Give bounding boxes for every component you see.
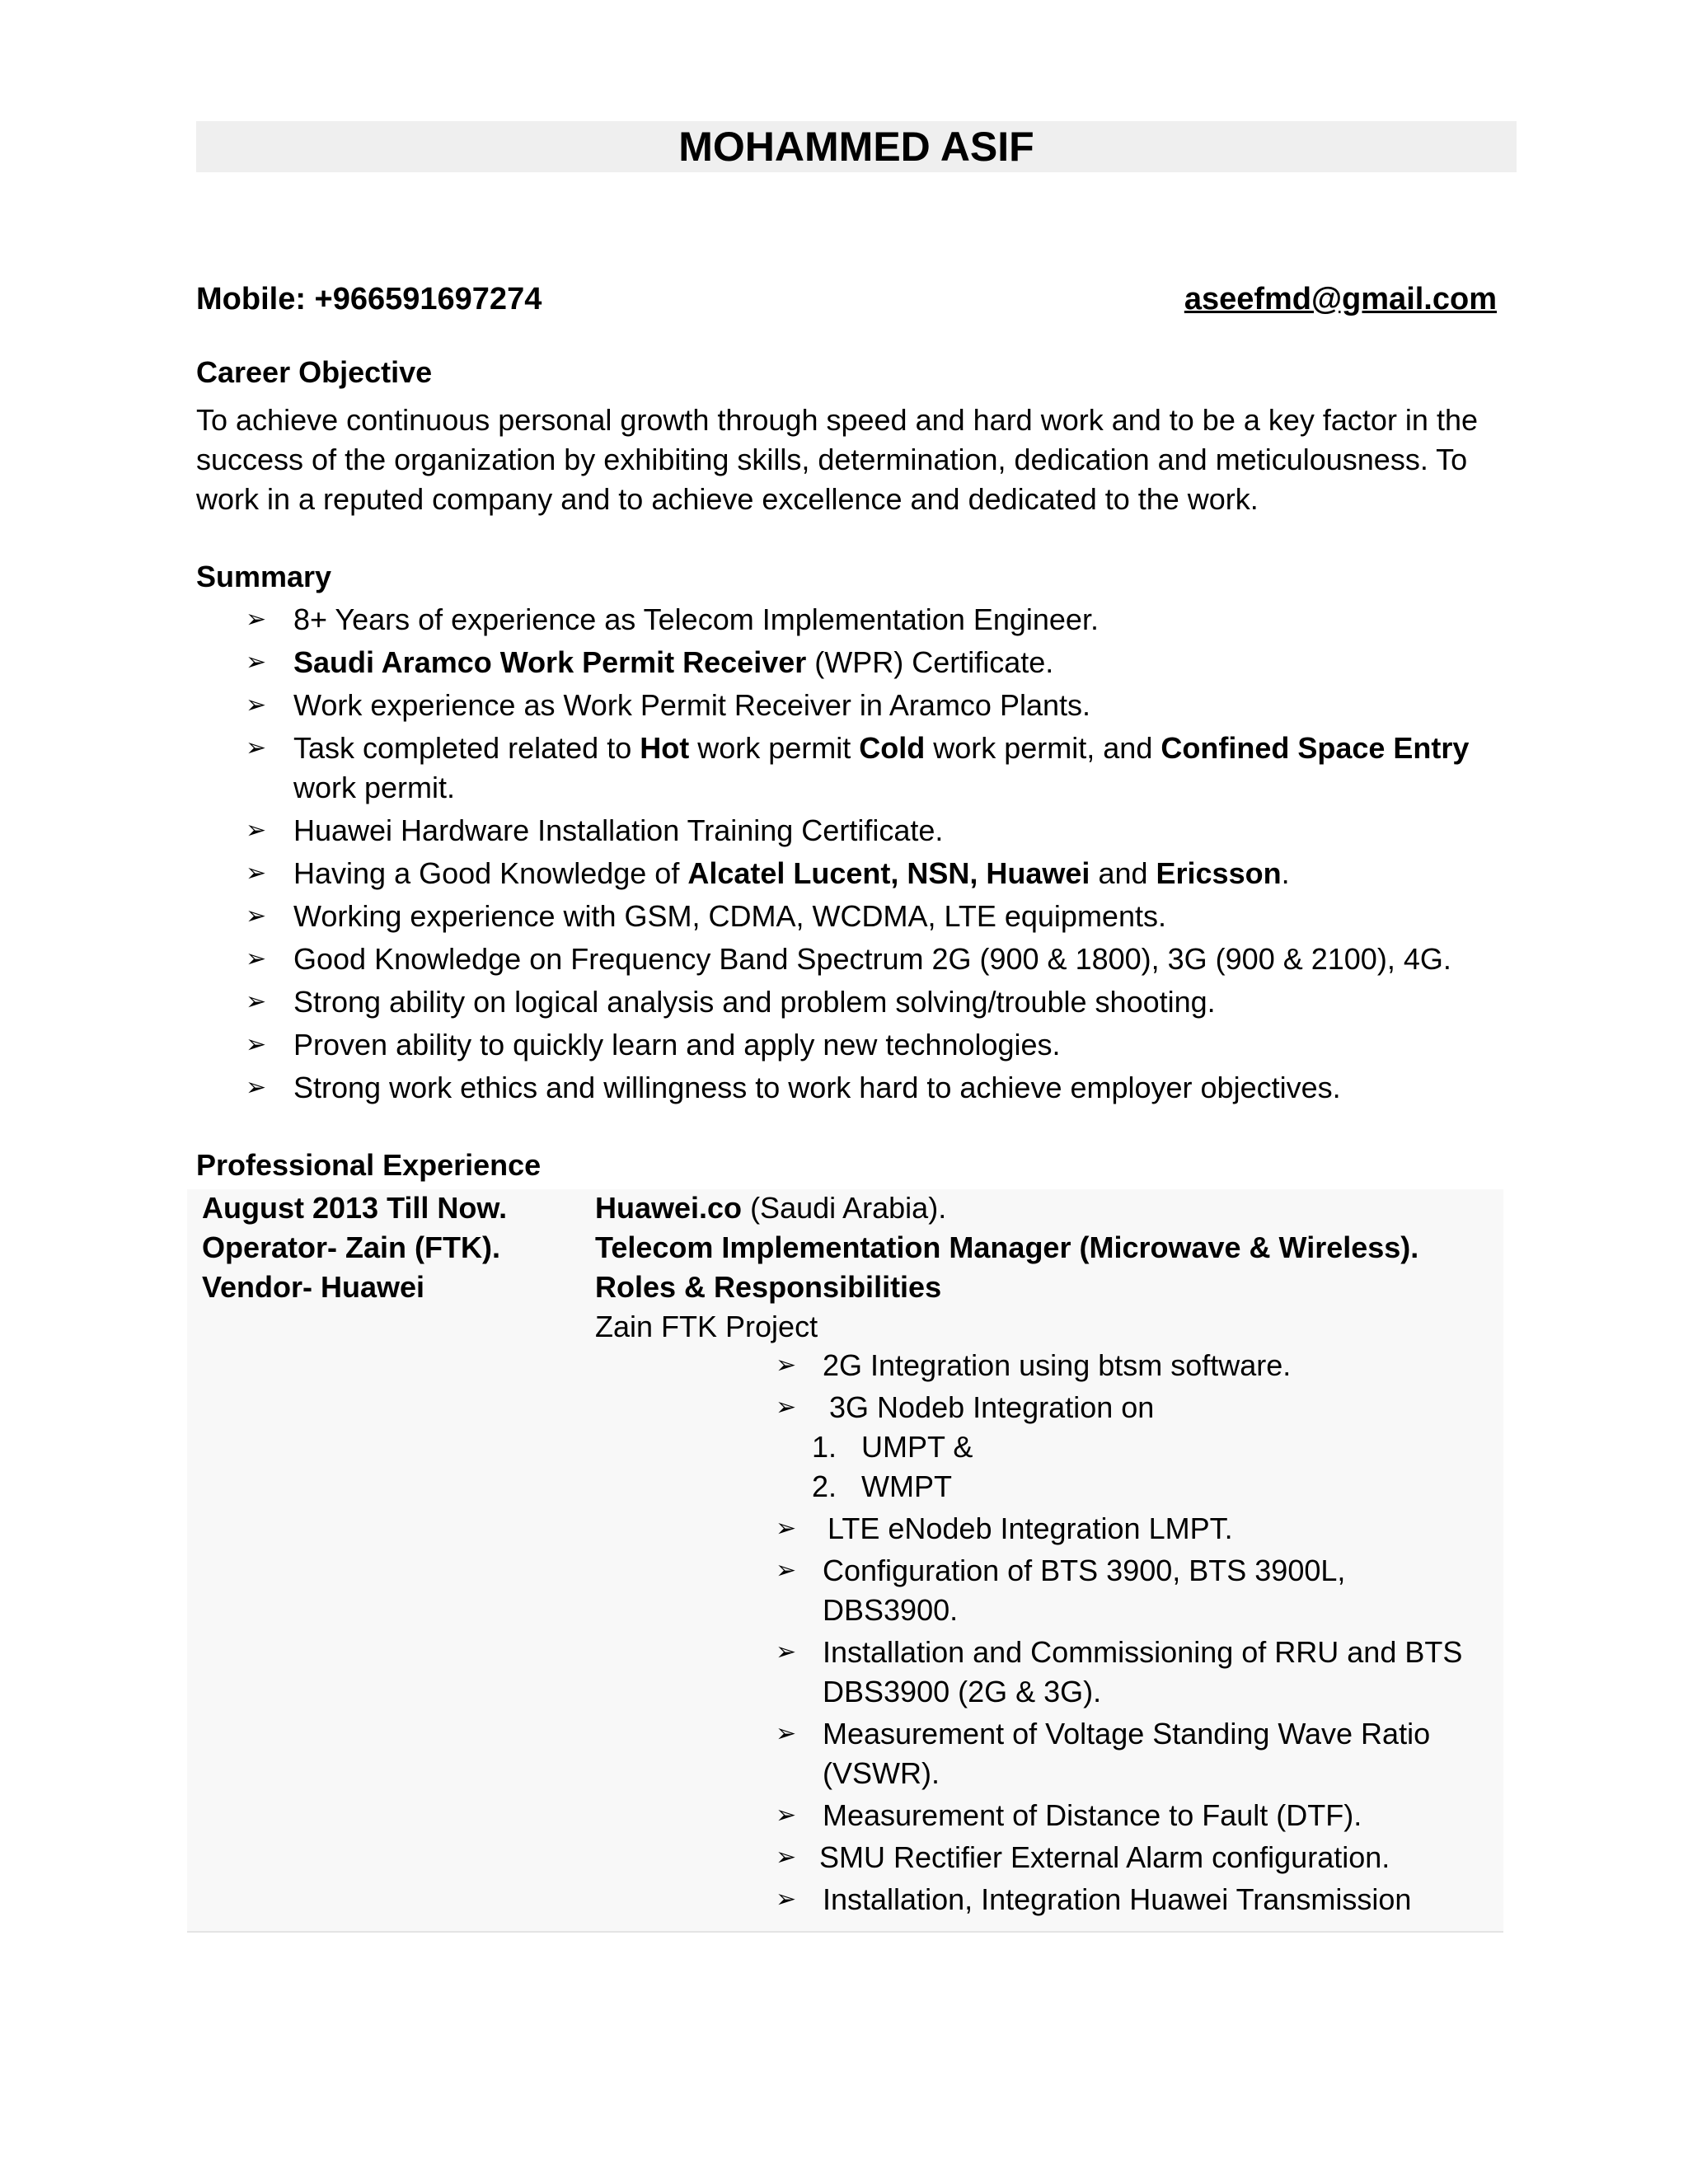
duties-list	[771, 1346, 1488, 1922]
company-name: Huawei.co	[595, 1191, 743, 1225]
arrow-bullet-icon: ➢	[776, 1394, 797, 1421]
arrow-bullet-icon: ➢	[776, 1720, 797, 1747]
arrow-bullet-icon: ➢	[246, 860, 267, 887]
email-link[interactable]: aseefmd@gmail.com	[1184, 282, 1497, 316]
arrow-bullet-icon: ➢	[246, 817, 267, 844]
summary-list	[196, 600, 1531, 1111]
summary-item: ➢ Working experience with GSM, CDMA, WCDMA, LTE equipments.	[196, 897, 1531, 936]
summary-item: ➢ Huawei Hardware Installation Training Certificate.	[196, 811, 1531, 851]
project-name: Zain FTK Project	[595, 1310, 818, 1343]
summary-item: ➢ Task completed related to Hot work permit Cold work permit, and Confined Space Entry work permit.	[196, 729, 1531, 808]
experience-meta	[202, 1188, 507, 1307]
summary-item: ➢ Saudi Aramco Work Permit Receiver (WPR) Certificate.	[196, 643, 1531, 682]
sub-item: 2. WMPT	[812, 1469, 952, 1503]
experience-details	[595, 1188, 1485, 1347]
arrow-bullet-icon: ➢	[776, 1557, 797, 1584]
duty-item: ➢ Measurement of Voltage Standing Wave Ratio (VSWR).	[771, 1714, 1488, 1793]
vendor: Vendor- Huawei	[202, 1270, 425, 1304]
arrow-bullet-icon: ➢	[246, 606, 267, 633]
operator: Operator- Zain (FTK).	[202, 1230, 500, 1264]
arrow-bullet-icon: ➢	[776, 1638, 797, 1666]
arrow-bullet-icon: ➢	[776, 1515, 797, 1542]
employment-period: August 2013 Till Now.	[202, 1191, 508, 1225]
arrow-bullet-icon: ➢	[776, 1844, 797, 1871]
duty-item: ➢ LTE eNodeb Integration LMPT.	[771, 1509, 1488, 1549]
arrow-bullet-icon: ➢	[246, 734, 267, 762]
summary-item: ➢ Good Knowledge on Frequency Band Spectrum 2G (900 & 1800), 3G (900 & 2100), 4G.	[196, 940, 1531, 979]
arrow-bullet-icon: ➢	[246, 691, 267, 719]
arrow-bullet-icon: ➢	[246, 1074, 267, 1101]
job-title: Telecom Implementation Manager (Microwave & Wireless).	[595, 1230, 1419, 1264]
career-objective-text: To achieve continuous personal growth through speed and hard work and to be a key factor in the success of the organization by exhibiting skills, determination, dedication and meticulousness. To work in a reputed company and to achieve excellence and dedicated to the work.	[196, 403, 1478, 516]
roles-heading: Roles & Responsibilities	[595, 1270, 942, 1304]
arrow-bullet-icon: ➢	[246, 945, 267, 972]
summary-item: ➢ Having a Good Knowledge of Alcatel Lucent, NSN, Huawei and Ericsson.	[196, 854, 1531, 893]
summary-heading: Summary	[196, 560, 332, 593]
company-line	[595, 1188, 1485, 1228]
duty-item: ➢ 3G Nodeb Integration on	[771, 1388, 1488, 1427]
duty-item: ➢ 2G Integration using btsm software.	[771, 1346, 1488, 1385]
arrow-bullet-icon: ➢	[776, 1802, 797, 1829]
duty-item: ➢ Measurement of Distance to Fault (DTF).	[771, 1796, 1488, 1835]
summary-item: ➢ Strong work ethics and willingness to work hard to achieve employer objectives.	[196, 1068, 1531, 1108]
arrow-bullet-icon: ➢	[776, 1352, 797, 1379]
arrow-bullet-icon: ➢	[246, 1031, 267, 1058]
experience-heading: Professional Experience	[196, 1148, 542, 1182]
duty-item: ➢ Configuration of BTS 3900, BTS 3900L, DBS3900.	[771, 1551, 1488, 1630]
company-location: (Saudi Arabia).	[742, 1191, 947, 1225]
summary-item: ➢ 8+ Years of experience as Telecom Implementation Engineer.	[196, 600, 1531, 640]
arrow-bullet-icon: ➢	[246, 988, 267, 1015]
summary-item: ➢ Proven ability to quickly learn and apply new technologies.	[196, 1025, 1531, 1065]
summary-item: ➢ Work experience as Work Permit Receiver in Aramco Plants.	[196, 686, 1531, 725]
duty-item: ➢ Installation, Integration Huawei Transmission	[771, 1880, 1488, 1919]
duty-item: ➢ SMU Rectifier External Alarm configuration.	[771, 1838, 1488, 1877]
sub-item: 1. UMPT &	[812, 1430, 973, 1464]
duty-item: ➢ Installation and Commissioning of RRU and BTS DBS3900 (2G & 3G).	[771, 1633, 1488, 1712]
arrow-bullet-icon: ➢	[246, 902, 267, 930]
candidate-name: MOHAMMED ASIF	[196, 121, 1517, 172]
arrow-bullet-icon: ➢	[776, 1886, 797, 1913]
summary-item: ➢ Strong ability on logical analysis and problem solving/trouble shooting.	[196, 982, 1531, 1022]
career-objective-heading: Career Objective	[196, 355, 433, 389]
arrow-bullet-icon: ➢	[246, 649, 267, 676]
mobile-number: Mobile: +966591697274	[196, 282, 542, 316]
